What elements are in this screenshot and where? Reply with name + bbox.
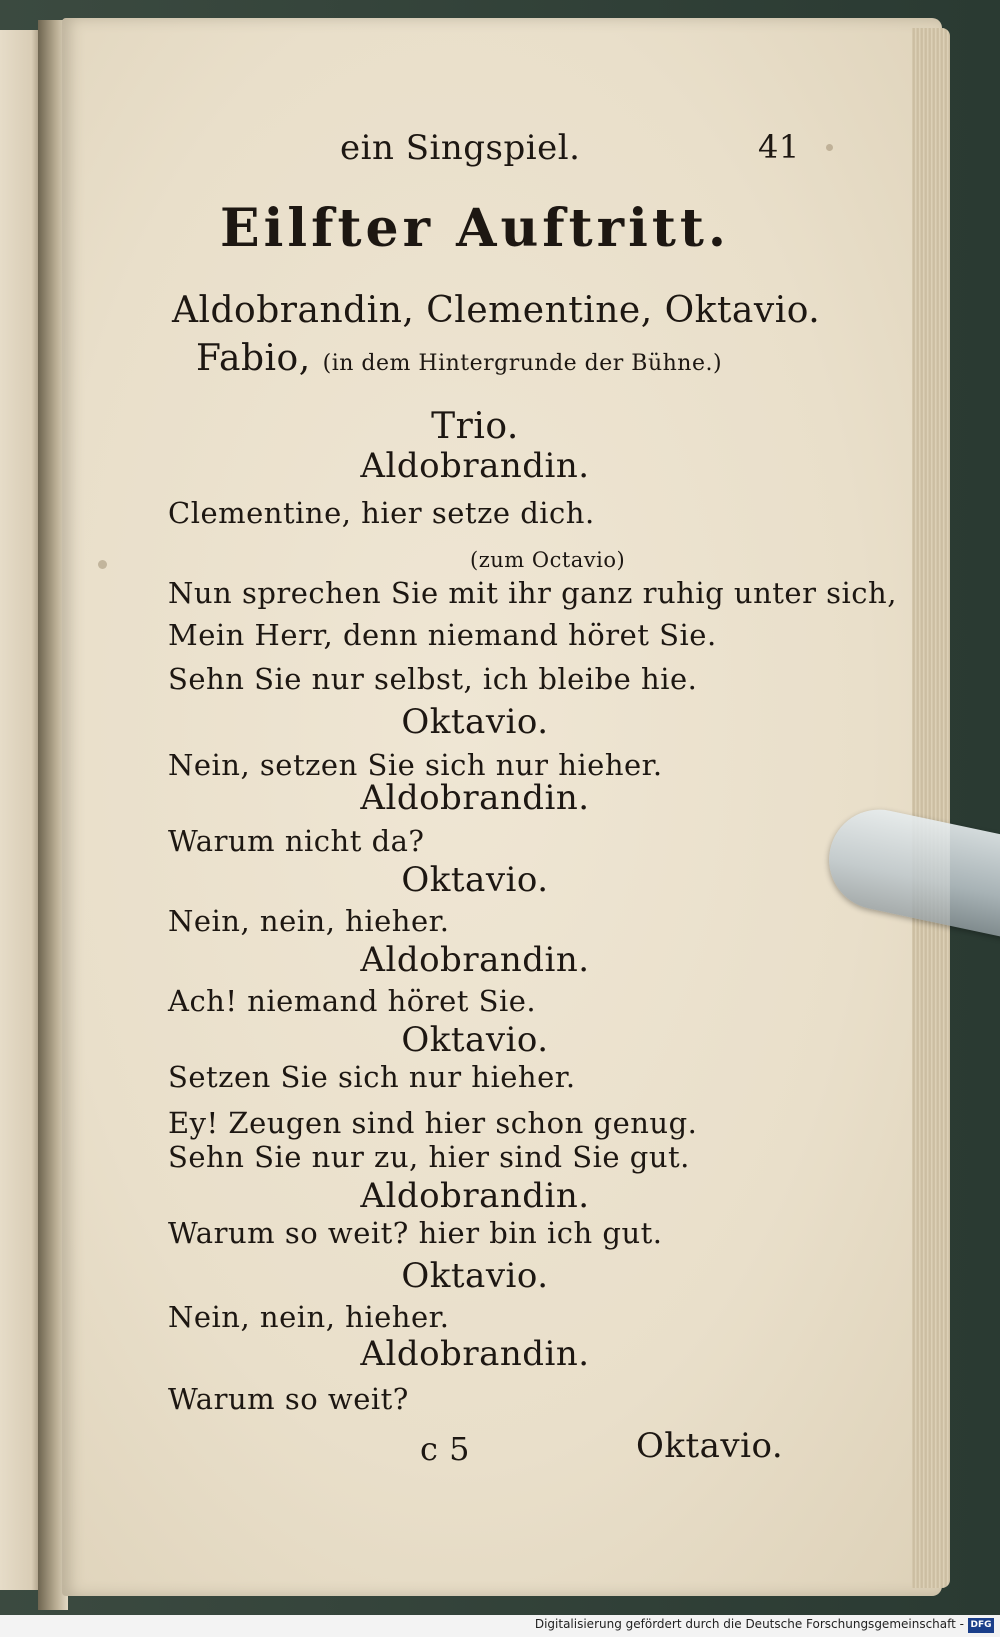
dialogue-line: Warum nicht da? bbox=[168, 824, 425, 858]
scene-heading: Eilfter Auftritt. bbox=[220, 198, 730, 259]
section-title: Trio. bbox=[431, 406, 519, 447]
speaker-name: Aldobrandin. bbox=[360, 1176, 590, 1216]
speaker-name: Oktavio. bbox=[401, 1256, 549, 1296]
dialogue-line: Warum so weit? bbox=[168, 1382, 409, 1416]
dialogue-line: Clementine, hier setze dich. bbox=[168, 496, 595, 530]
catchword: Oktavio. bbox=[636, 1426, 784, 1466]
digitization-note: Digitalisierung gefördert durch die Deutsche Forschungsgemeinschaft - bbox=[534, 1617, 964, 1631]
dialogue-line: Sehn Sie nur zu, hier sind Sie gut. bbox=[168, 1140, 690, 1174]
dialogue-line: Sehn Sie nur selbst, ich bleibe hie. bbox=[168, 662, 698, 696]
dialogue-line: Nein, setzen Sie sich nur hieher. bbox=[168, 748, 663, 782]
speaker-name: Aldobrandin. bbox=[360, 1334, 590, 1374]
dialogue-line: Mein Herr, denn niemand höret Sie. bbox=[168, 618, 717, 652]
stage-direction: (zum Octavio) bbox=[470, 548, 626, 572]
speaker-name: Aldobrandin. bbox=[360, 778, 590, 818]
dialogue-line: Nein, nein, hieher. bbox=[168, 904, 450, 938]
character-name: Fabio, bbox=[196, 338, 311, 379]
speaker-name: Oktavio. bbox=[401, 1020, 549, 1060]
character-list-second-line bbox=[196, 338, 722, 379]
speaker-name: Oktavio. bbox=[401, 860, 549, 900]
speaker-name: Aldobrandin. bbox=[360, 940, 590, 980]
speaker-name: Oktavio. bbox=[401, 702, 549, 742]
page-number: 41 bbox=[758, 128, 800, 166]
paper-stain bbox=[826, 144, 833, 151]
character-list: Aldobrandin, Clementine, Oktavio. bbox=[172, 290, 821, 331]
signature-mark: c 5 bbox=[420, 1430, 470, 1468]
paper-stain bbox=[98, 560, 107, 569]
stage-note: (in dem Hintergrunde der Bühne.) bbox=[322, 351, 723, 376]
dialogue-line: Ach! niemand höret Sie. bbox=[168, 984, 537, 1018]
dialogue-line: Nun sprechen Sie mit ihr ganz ruhig unter sich, bbox=[168, 576, 897, 610]
dialogue-line: Warum so weit? hier bin ich gut. bbox=[168, 1216, 663, 1250]
dfg-logo: DFG bbox=[968, 1618, 994, 1633]
speaker-name: Aldobrandin. bbox=[360, 446, 590, 486]
running-header: ein Singspiel. bbox=[340, 128, 581, 168]
dialogue-line: Nein, nein, hieher. bbox=[168, 1300, 450, 1334]
dialogue-line: Ey! Zeugen sind hier schon genug. bbox=[168, 1106, 698, 1140]
dialogue-line: Setzen Sie sich nur hieher. bbox=[168, 1060, 576, 1094]
